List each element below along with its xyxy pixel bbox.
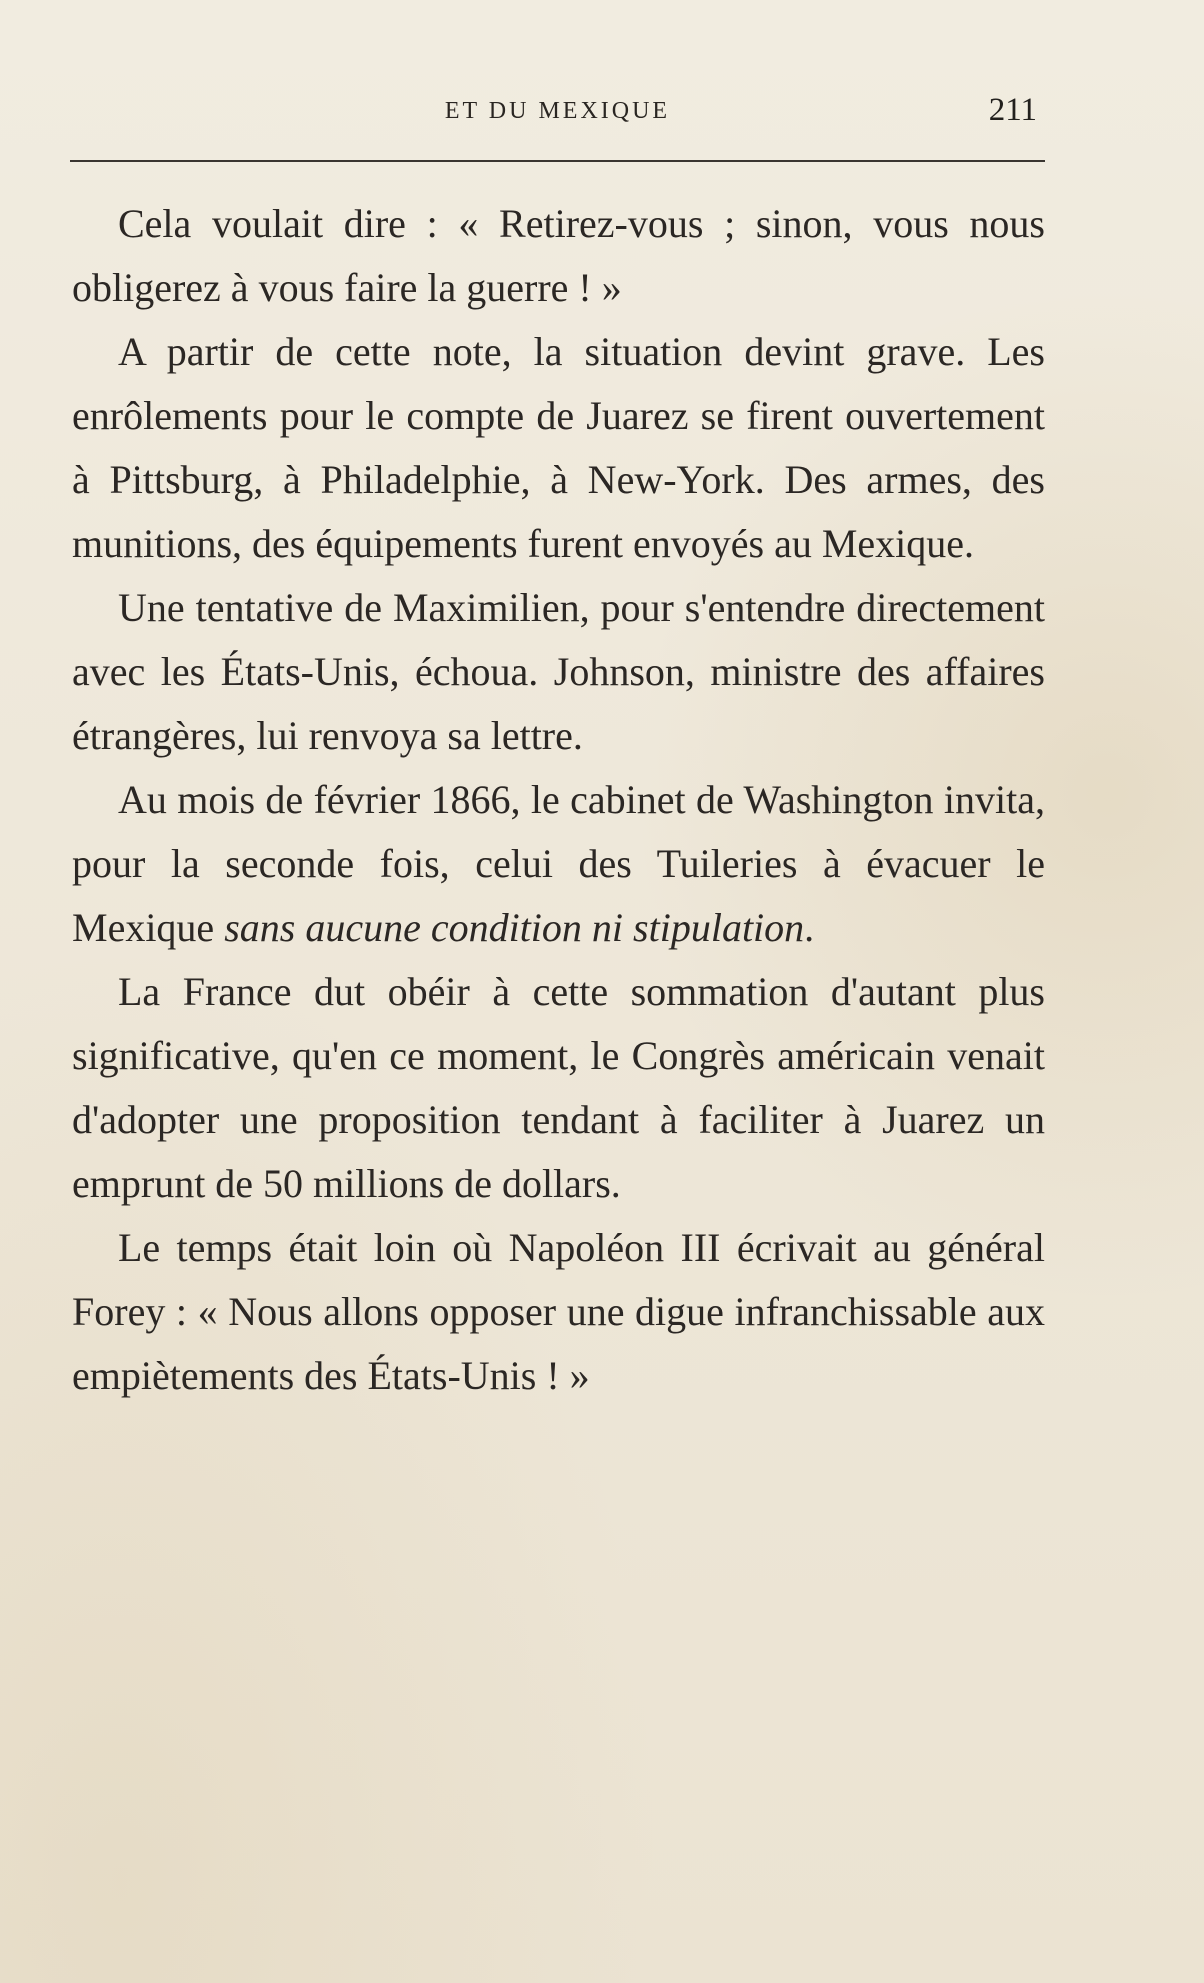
- page-number: 211: [988, 92, 1037, 128]
- paragraph-4-text: Au mois de février 1866, le cabinet de Washington invita, pour la seconde fois, celui des Tuileries à évacuer le Mexique: [72, 777, 1045, 950]
- paragraph-6: Le temps était loin où Napoléon III écrivait au général Forey : « Nous allons opposer une digue infranchissable aux empiètements des États-Unis ! »: [72, 1225, 1045, 1398]
- body-text: [72, 192, 1045, 1408]
- paragraph-4-italic: sans aucune condition ni stipulation: [224, 905, 805, 950]
- header-rule: [70, 160, 1045, 162]
- paragraph-4-end: .: [804, 905, 815, 950]
- running-title: ET DU MEXIQUE: [444, 98, 671, 124]
- paragraph-5: La France dut obéir à cette sommation d'autant plus significative, qu'en ce moment, le Congrès américain venait d'adopter une proposition tendant à faciliter à Juarez un emprunt de 50 millions de dollars.: [72, 969, 1045, 1206]
- running-head: [70, 92, 1045, 132]
- paragraph-1: Cela voulait dire : « Retirez-vous ; sinon, vous nous obligerez à vous faire la guerre ! »: [72, 201, 1045, 310]
- paragraph-3: Une tentative de Maximilien, pour s'entendre directement avec les États-Unis, échoua. Johnson, ministre des affaires étrangères, lui renvoya sa lettre.: [72, 585, 1045, 758]
- paragraph-2: A partir de cette note, la situation devint grave. Les enrôlements pour le compte de Juarez se firent ouvertement à Pittsburg, à Philadelphie, à New-York. Des armes, des munitions, des équipements furent envoyés au Mexique.: [72, 329, 1045, 566]
- paragraph-4: [72, 768, 1045, 960]
